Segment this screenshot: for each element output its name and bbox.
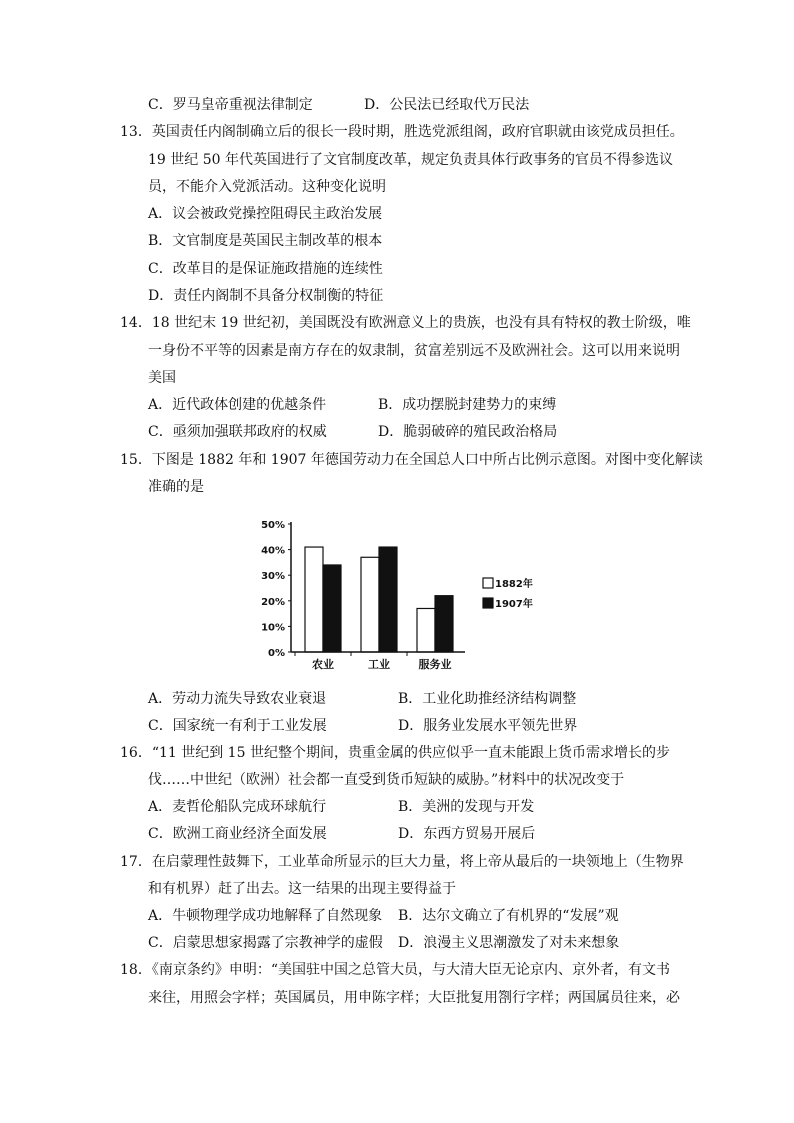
category-label: 工业	[368, 658, 390, 671]
q13-stem-line3: 员，不能介入党派活动。这种变化说明	[148, 179, 386, 195]
q17-option-a: A．牛顿物理学成功地解释了自然现象	[148, 908, 383, 924]
q18-stem-line2: 来往，用照会字样；英国属员，用申陈字样；大臣批复用劄行字样；两国属员往来，必	[148, 990, 680, 1006]
bar	[417, 608, 435, 652]
legend-swatch	[483, 578, 493, 588]
legend-swatch	[483, 598, 493, 608]
y-tick-label: 30%	[261, 571, 285, 583]
q15-option-c: C．国家统一有利于工业发展	[148, 718, 327, 734]
q16-option-d: D．东西方贸易开展后	[398, 826, 536, 842]
q12-option-c: C．罗马皇帝重视法律制定	[148, 97, 313, 113]
q17-option-d: D．浪漫主义思潮激发了对未来想象	[398, 935, 620, 951]
y-tick-label: 40%	[261, 545, 285, 557]
q12-option-d: D．公民法已经取代万民法	[364, 97, 530, 113]
q16-stem-line2: 伐……中世纪（欧洲）社会都一直受到货币短缺的威胁。”材料中的状况改变于	[148, 772, 625, 788]
q17-option-c: C．启蒙思想家揭露了宗教神学的虚假	[148, 935, 383, 951]
q14-option-a: A．近代政体创建的优越条件	[148, 397, 327, 413]
y-tick-label: 20%	[261, 596, 285, 608]
bar	[305, 547, 323, 652]
y-tick-label: 0%	[268, 648, 285, 659]
category-label: 农业	[312, 658, 334, 671]
legend-label: 1907年	[495, 599, 533, 610]
q13-option-d: D．责任内阁制不具备分权制衡的特征	[148, 288, 384, 304]
q14-option-b: B．成功摆脱封建势力的束缚	[378, 397, 557, 413]
q14-option-d: D．脆弱破碎的殖民政治格局	[378, 424, 558, 440]
q13-option-c: C．改革目的是保证施政措施的连续性	[148, 261, 383, 277]
q17-stem-line2: 和有机界）赶了出去。这一结果的出现主要得益于	[148, 881, 456, 897]
category-label: 服务业	[418, 658, 452, 671]
y-tick-label: 50%	[261, 520, 285, 531]
q17-option-b: B．达尔文确立了有机界的“发展”观	[398, 908, 619, 924]
q15-stem-line1: 15．下图是 1882 年和 1907 年德国劳动力在全国总人口中所占比例示意图。对图中变化解读	[120, 452, 703, 468]
q13-stem-line1: 13．英国责任内阁制确立后的很长一段时期，胜选党派组阁，政府官职就由该党成员担任。	[120, 124, 684, 140]
bar	[379, 547, 397, 652]
bar	[361, 557, 379, 652]
q18-stem-line1: 18．《南京条约》申明：“美国驻中国之总管大员，与大清大臣无论京内、京外者，有文书	[120, 962, 670, 978]
q13-option-a: A．议会被政党操控阻碍民主政治发展	[148, 206, 383, 222]
bar	[435, 596, 453, 652]
y-tick-label: 10%	[261, 622, 285, 634]
q16-option-b: B．美洲的发现与开发	[398, 799, 535, 815]
bar	[323, 565, 341, 652]
q14-stem-line3: 美国	[148, 370, 176, 386]
q15-option-b: B．工业化助推经济结构调整	[398, 691, 577, 707]
q14-option-c: C．亟须加强联邦政府的权威	[148, 424, 327, 440]
labor-bar-chart	[255, 512, 555, 682]
q16-stem-line1: 16．“11 世纪到 15 世纪整个期间，贵重金属的供应似乎一直未能跟上货币需求增长的步	[120, 745, 670, 761]
q13-option-b: B．文官制度是英国民主制改革的根本	[148, 233, 383, 249]
q13-stem-line2: 19 世纪 50 年代英国进行了文官制度改革，规定负责具体行政事务的官员不得参选议	[148, 152, 673, 168]
q16-option-a: A．麦哲伦船队完成环球航行	[148, 799, 327, 815]
q15-option-d: D．服务业发展水平领先世界	[398, 718, 578, 734]
q15-option-a: A．劳动力流失导致农业衰退	[148, 691, 327, 707]
q15-stem-line2: 准确的是	[148, 479, 204, 495]
q14-stem-line2: 一身份不平等的因素是南方存在的奴隶制，贫富差别远不及欧洲社会。这可以用来说明	[148, 343, 680, 359]
q16-option-c: C．欧洲工商业经济全面发展	[148, 826, 327, 842]
q14-stem-line1: 14．18 世纪末 19 世纪初，美国既没有欧洲意义上的贵族，也没有具有特权的教士阶级，唯	[120, 315, 691, 331]
legend-label: 1882年	[495, 579, 533, 590]
q17-stem-line1: 17．在启蒙理性鼓舞下，工业革命所显示的巨大力量，将上帝从最后的一块领地上（生物界	[120, 854, 684, 870]
